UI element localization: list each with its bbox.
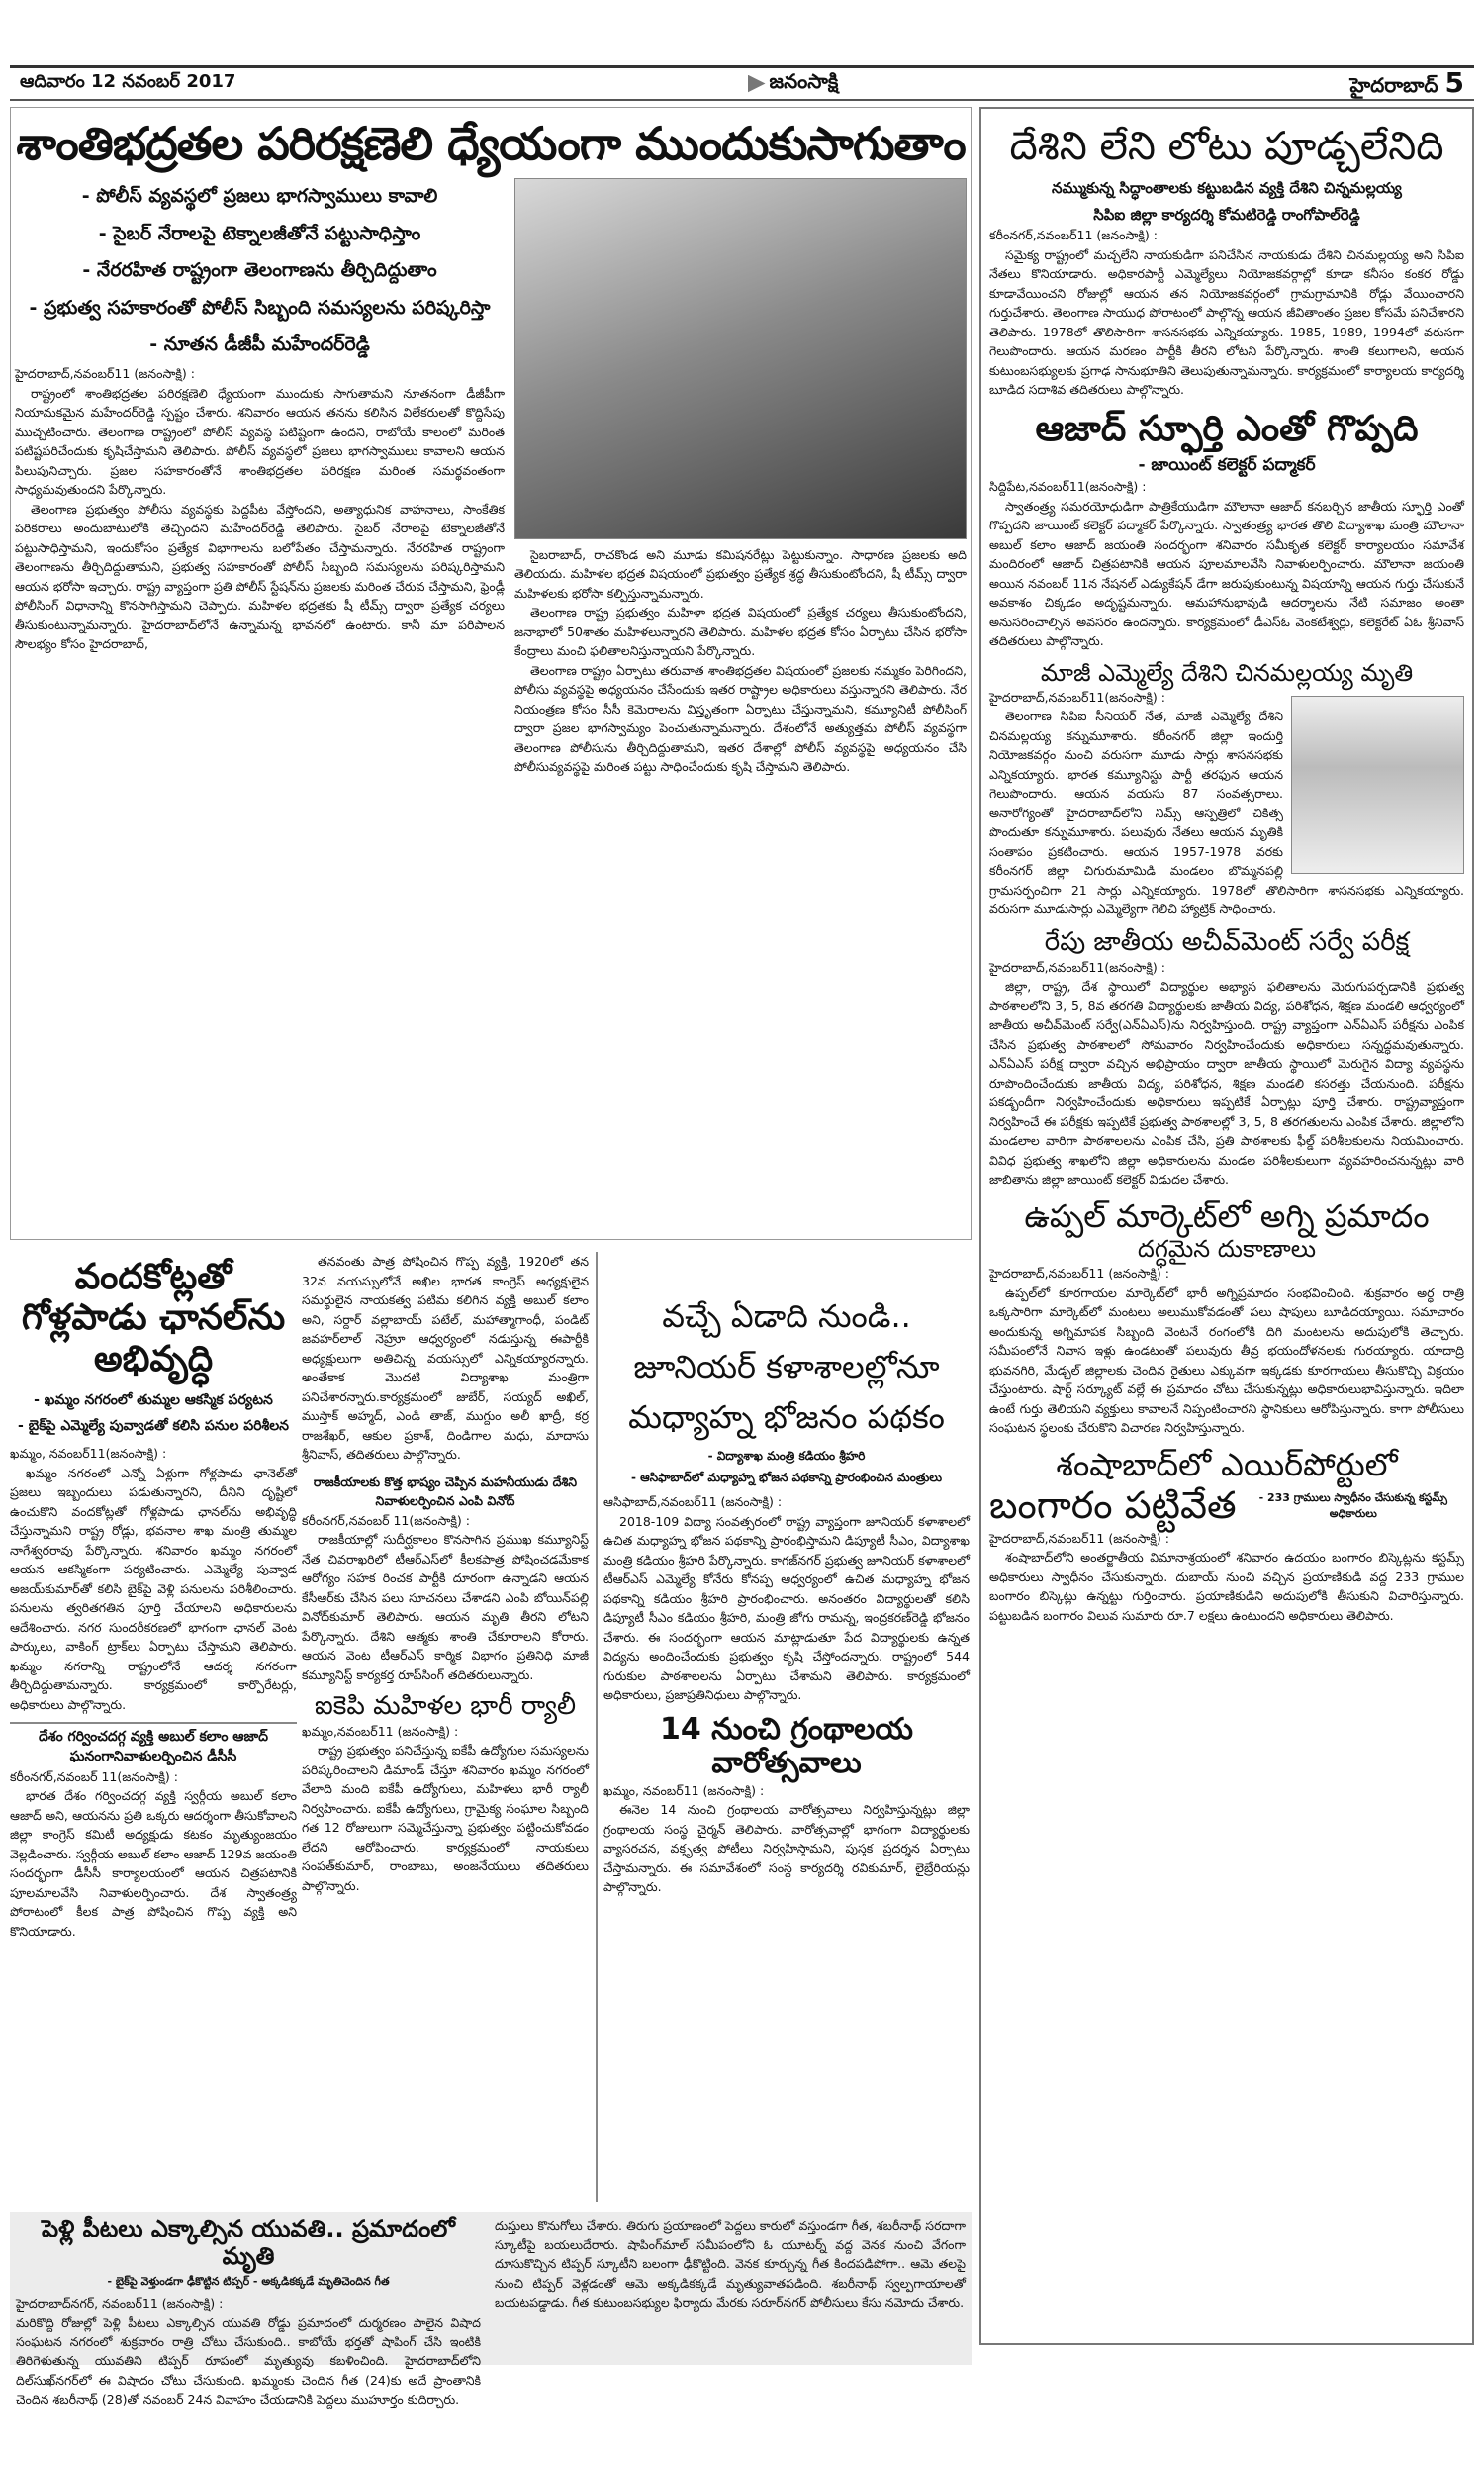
dgp-photo bbox=[514, 178, 967, 539]
paragraph: స్వాతంత్ర్య సమరయోధుడిగా పాత్రికేయుడిగా మౌలానా ఆజాద్ కనబర్చిన జాతీయ స్ఫూర్తి ఎంతో గొప్పదని జాయింట్ కలెక్టర్ పద్మాకర్ పేర్కొన్నారు. స్వాతంత్ర్య భారత తొలి విద్యాశాఖ మంత్రి మౌలానా అబుల్ కలాం ఆజాద్ జయంతి సందర్భంగా శనివారం సమీకృత కలెక్టర్ కార్యాలయం సమావేశ మందిరంలో ఆజాద్ చిత్రపటానికి ఆయన పూలమాలవేసి నివాళులర్పించారు. మౌలానా జయంతి అయిన నవంబర్ 11న నేషనల్ ఎడ్యుకేషన్ డేగా జరుపుకుంటున్న విషయాన్ని ఆయన గుర్తు చేసుకునే అవకాశం చిక్కడం అదృష్టమన్నారు. ఆమహానుభావుడి ఆదర్శాలను నేటి సమాజం అంతా అనుసరించాల్సిన అవసరం ఉందన్నారు. కార్యక్రమంలో డీఎస్ఓ వెంకటేశ్వర్లు, కలెక్టరేట్ ఏఓ శ్రీనివాస్ తదితరులు పాల్గొన్నారు. bbox=[989, 498, 1464, 649]
nas-article bbox=[989, 927, 1464, 1190]
page-number: 5 bbox=[1444, 65, 1464, 99]
paragraph: రాజకీయాల్లో సుదీర్ఘకాలం కొనసాగిన ప్రముఖ కమ్యూనిస్ట్ నేత చివరాఖరిలో టీఆర్‌ఎస్‌లో కీలకపాత్ర పోషించడమేకాక ఆరోగ్యం సహక రించక పార్టీకి దూరంగా ఉన్నాడని ఆయన కేసీఆర్‌కు చేసిన పలు సూచనలు చేశాడని ఎంపి బోయిన్‌పల్లి వినోద్‌కుమార్ తెలిపారు. ఆయన మృతి తీరని లోటని పేర్కొన్నారు. దేశిని ఆత్మకు శాంతి చేకూరాలని కోరారు. ఆయన వెంట టీఆర్‌ఎస్ కార్మిక విభాగం ప్రతినిధి మాజీ కమ్యూనిస్ట్ కార్యకర్త రూప్‌సింగ్ తదితరులున్నారు. bbox=[302, 1532, 589, 1682]
dateline: ఖమ్మం, నవంబర్11 (జనంసాక్షి) : bbox=[603, 1782, 765, 1798]
midday-meal-headline: వచ్చే ఏడాది నుండి.. జూనియర్ కళాశాలల్లోనూ మధ్యాహ్న భోజనం పథకం bbox=[628, 1297, 945, 1437]
logo-text: జనంసాక్షి bbox=[769, 69, 839, 93]
article-body bbox=[302, 1741, 589, 1895]
lead-article bbox=[10, 107, 972, 1240]
subhead: - నేరరహిత రాష్ట్రంగా తెలంగాణను తీర్చిదిద్దుతాం bbox=[82, 259, 437, 282]
subhead: - ఖమ్మం నగరంలో తుమ్మల ఆకస్మిక పర్యటన bbox=[34, 1392, 273, 1409]
paragraph: రాష్ట్రంలో శాంతిభద్రతల పరిరక్షణెలి ధ్యేయంగా ముందుకు సాగుతామని నూతనంగా డీజీపీగా నియామకమైన మహేందర్‌రెడ్డి స్పష్టం చేశారు. శనివారం ఆయన తనను కలిసిన విలేకరులతో కొద్దిసేపు ముచ్చటించారు. తెలంగాణ రాష్ట్రంలో పోలీస్ వ్యవస్థ పటిష్టంగా ఉందని, రాబోయే కాలంలో మరింత పటిష్టపరిచేందుకు కృషిచేస్తామని తెలిపారు. పోలీస్ వ్యవస్థలో ప్రజలు భాగస్వాములు కావాలని ఆయన పిలుపునిచ్చారు. ప్రజల సహకారంతోనే శాంతిభద్రతల పరిరక్షణ మరింత సమర్థవంతంగా సాధ్యమవుతుందని పేర్కొన్నారు. bbox=[15, 385, 505, 498]
subhead: దగ్ధమైన దుకాణాలు bbox=[1137, 1235, 1317, 1264]
article-body bbox=[10, 1464, 297, 1715]
dateline: హైదరాబాద్,నవంబర్11(జనంసాక్షి) : bbox=[989, 689, 1165, 705]
nas-headline: రేపు జాతీయ అచీవ్‌మెంట్ సర్వే పరీక్ష bbox=[1044, 926, 1410, 957]
paragraph: 2018-109 విద్యా సంవత్సరంలో రాష్ట్ర వ్యాప్తంగా జూనియర్ కళాశాలలో ఉచిత మధ్యాహ్న భోజన పథకాన్ని ప్రారంభిస్తామని డిప్యూటీ సీఎం, విద్యాశాఖ మంత్రి కడియం శ్రీహరి పేర్కొన్నారు. కాగజ్‌నగర్ ప్రభుత్వ జూనియర్ కళాశాలలో టీఆర్‌ఎస్ ఎమ్మెల్యే కోనేరు కోనప్ప ఆధ్వర్యంలో ఉచిత మధ్యాహ్న భోజన పథకాన్ని కడియం శ్రీహరి ప్రారంభించారు. అనంతరం విద్యార్థులతో కలిసి డిప్యూటీ సీఎం కడియం శ్రీహరి, మంత్రి జోగు రామన్న, ఇంద్రకరణ్‌రెడ్డి భోజనం చేశారు. ఈ సందర్భంగా ఆయన మాట్లాడుతూ పేద విద్యార్థులకు ఉన్నత విద్యను అందించేందుకు ప్రభుత్వం కృషి చేస్తోందన్నారు. రాష్ట్రంలో 544 గురుకుల పాఠశాలలను ఏర్పాటు చేశామని తెలిపారు. కార్యక్రమంలో అధికారులు, ప్రజాప్రతినిధులు పాల్గొన్నారు. bbox=[603, 1513, 970, 1703]
accident-headline: పెళ్లి పీటలు ఎక్కాల్సిన యువతి.. ప్రమాదంలో మృతి bbox=[42, 2215, 455, 2270]
dateline: హైదరాబాద్,నవంబర్11(జనంసాక్షి) : bbox=[989, 959, 1165, 975]
gold-headline-line2: బంగారం పట్టివేత bbox=[989, 1483, 1237, 1528]
library-article bbox=[603, 1713, 970, 1897]
subhead: సిపిఐ జిల్లా కార్యదర్శి కోమటిరెడ్డి రాంగోపాల్‌రెడ్డి bbox=[1093, 206, 1360, 224]
uppal-article bbox=[989, 1197, 1464, 1438]
gold-article bbox=[989, 1446, 1464, 1625]
library-headline: 14 నుంచి గ్రంథాలయ వారోత్సవాలు bbox=[659, 1711, 914, 1781]
article-body bbox=[15, 384, 505, 654]
desini-tribute-headline: రాజకీయాలకు కొత్త భాష్యం చెప్పిన మహనీయుడు దేశిని bbox=[313, 1474, 578, 1489]
paragraph: సైబరాబాద్, రాచకొండ అని మూడు కమిషనరేట్లు పెట్టుకున్నాం. సాధారణ ప్రజలకు అది తెలియదు. మహిళల భద్రత విషయంలో ప్రభుత్వం ప్రత్యేక శ్రద్ధ తీసుకుంటోందని, షీ టీమ్స్ ద్వారా మహిళలకు భరోసా కల్పిస్తున్నామన్నారు. bbox=[514, 546, 967, 601]
dateline: కరీంనగర్,నవంబర్ 11(జనంసాక్షి) : bbox=[302, 1512, 470, 1528]
desini-tribute-subhead: నివాళులర్పించిన ఎంపి వినోద్ bbox=[375, 1493, 515, 1508]
subhead: - 233 గ్రాములు స్వాధీనం చేసుకున్న కస్టమ్స్ అధికారులు bbox=[1258, 1491, 1448, 1520]
paragraph: దుస్తులు కొనుగోలు చేశారు. తిరుగు ప్రయాణంలో పెద్దలు కారులో వస్తుండగా గీత, శబరీనాథ్ సరదాగా స్కూటీపై బయలుదేరారు. షాపింగ్‌మాల్ సమీపంలోని ఓ యూటర్న్ వద్ద వెనక నుంచి వేగంగా దూసుకొచ్చిన టిప్పర్ స్కూటీని బలంగా ఢీకొట్టింది. వెనక కూర్చున్న గీత కిందపడిపోగా.. ఆమె తలపై నుంచి టిప్పర్ వెళ్లడంతో ఆమె అక్కడికక్కడే మృత్యువాతపడింది. శబరీనాథ్ స్వల్పగాయాలతో బయటపడ్డాడు. గీత కుటుంబసభ్యుల ఫిర్యాదు మేరకు సరూర్‌నగర్ పోలీసులు కేసు నమోదు చేశారు. bbox=[495, 2218, 966, 2310]
azad-karimnagar-headline: దేశం గర్వించదగ్గ వ్యక్తి అబుల్ కలాం ఆజాద్ ఘనంగానివాళులర్పించిన డీసీసీ bbox=[10, 1722, 297, 1766]
paragraph: తెలంగాణ రాష్ట్రం ఏర్పాటు తరువాత శాంతిభద్రతల విషయంలో ప్రజలకు నమ్మకం పెరిగిందని, పోలీసు వ్యవస్థపై అధ్యయనం చేసేందుకు ఇతర రాష్ట్రాల అధికారులు వస్తున్నారని తెలిపారు. నేర నియంత్రణ కోసం సీసీ కెమెరాలను విస్తృతంగా ఏర్పాటు చేస్తున్నామని, కమ్యూనిటీ పోలీసింగ్ ద్వారా ప్రజల భాగస్వామ్యం పెంచుతున్నామన్నారు. దేశంలోనే అత్యుత్తమ పోలీస్ వ్యవస్థగా తెలంగాణ పోలీసును తీర్చిదిద్దుతామని, ఇతర దేశాల్లో పోలీస్ వ్యవస్థపై అధ్యయనం చేసి పోలీసువ్యవస్థపై మరింత పట్టు సాధించేందుకు కృషి చేస్తామని తెలిపారు. bbox=[514, 662, 967, 775]
azad-headline: ఆజాద్ స్ఫూర్తి ఎంతో గొప్పది bbox=[1035, 408, 1419, 449]
bottom-col-1 bbox=[10, 1247, 297, 2202]
article-body bbox=[989, 245, 1464, 400]
subhead: - నూతన డీజీపీ మహేందర్‌రెడ్డి bbox=[149, 333, 370, 356]
dateline: హైదరాబాద్,నవంబర్11 (జనంసాక్షి) : bbox=[989, 1530, 1169, 1546]
article-body bbox=[989, 977, 1464, 1190]
subhead: - బైక్‌పై వెళ్తుండగా ఢీకొట్టిన టిప్పర్ - అక్కడికక్కడే మృతిచెందిన గీత bbox=[107, 2275, 390, 2289]
bottom-col-3 bbox=[603, 1252, 970, 2202]
paragraph: భారత దేశం గర్వించదగ్గ వ్యక్తి స్వర్గీయ అబుల్ కలాం ఆజాద్ అని, ఆయనను ప్రతి ఒక్కరు ఆదర్శంగా తీసుకోవాలని జిల్లా కాంగ్రెస్ కమిటీ అధ్యక్షుడు కటకం మృత్యుంజయం వెల్లడించారు. స్వర్గీయ అబుల్ కలాం ఆజాద్ 129వ జయంతి సందర్భంగా డీసీసీ కార్యాలయంలో ఆయన చిత్రపటానికి పూలమాలవేసి నివాళులర్పించారు. దేశ స్వాతంత్ర్య పోరాటంలో కీలక పాత్ర పోషించిన గొప్ప వ్యక్తి అని కొనియాడారు. bbox=[10, 1788, 297, 1939]
article-body bbox=[302, 1530, 589, 1684]
paragraph: శంషాబాద్‌లోని అంతర్జాతీయ విమానాశ్రయంలో శనివారం ఉదయం బంగారం బిస్కెట్లను కస్టమ్స్ అధికారులు స్వాధీనం చేసుకున్నారు. దుబాయ్ నుంచి వచ్చిన ప్రయాణికుడి వద్ద 233 గ్రాముల బంగారం బిస్కెట్లు ఉన్నట్టు గుర్తించారు. ప్రయాణికుడిని అదుపులోకి తీసుకుని విచారిస్తున్నారు. పట్టుబడిన బంగారం విలువ సుమారు రూ.7 లక్షలు ఉంటుందని అధికారులు తెలిపారు. bbox=[989, 1550, 1464, 1623]
dateline: కరీంనగర్,నవంబర్ 11(జనంసాక్షి) : bbox=[10, 1768, 178, 1784]
paragraph: ఖమ్మం నగరంలో ఎన్నో ఏళ్లుగా గోళ్లపాడు ఛానెల్‌తో ప్రజలు ఇబ్బందులు పడుతున్నారని, దీనిని దృష్టిలో ఉంచుకొని వందకోట్లతో గోళ్లపాడు ఛానల్‌ను అభివృద్ధి చేస్తున్నామని రాష్ట్ర రోడ్లు, భవనాల శాఖ మంత్రి తుమ్మల నాగేశ్వరరావు పేర్కొన్నారు. శనివారం ఖమ్మం నగరంలో ఆయన ఆకస్మికంగా పర్యటించారు. ఎమ్మెల్యే పువ్వాడ అజయ్‌కుమార్‌తో కలిసి బైక్‌పై వెళ్లి పనులను పరిశీలించారు. పనులను త్వరితగతిన పూర్తి చేయాలని అధికారులను ఆదేశించారు. నగర సుందరీకరణలో భాగంగా ఛానల్ వెంట పార్కులు, వాకింగ్ ట్రాక్‌లు ఏర్పాటు చేస్తామని తెలిపారు. ఖమ్మం నగరాన్ని రాష్ట్రంలోనే ఆదర్శ నగరంగా తీర్చిదిద్దుతామన్నారు. కార్యక్రమంలో కార్పొరేటర్లు, అధికారులు పాల్గొన్నారు. bbox=[10, 1465, 297, 1712]
bottom-col-2 bbox=[302, 1252, 589, 2202]
paragraph: సమైక్య రాష్ట్రంలో మచ్చలేని నాయకుడిగా పనిచేసిన నాయకుడు దేశిని చినమల్లయ్య అని సిపిఐ నేతలు కొనియాడారు. అధికారపార్టీ ఎమ్మెల్యేలు నియోజకవర్గాల్లో కూడా కనీసం కంకర రోడ్డు కూడావేయించని రోజుల్లో ఆయన తన నియోజకవర్గంలో గ్రామగ్రామానికి రోడ్లు వేయించారని గుర్తుచేశారు. తెలంగాణ సాయుధ పోరాటంలో పాల్గొన్న ఆయన జీవితాంతం ప్రజల కోసమే పనిచేశారని తెలిపారు. 1978లో తొలిసారిగా శాసనసభకు ఎన్నికయ్యారు. 1985, 1989, 1994లో వరుసగా గెలుపొందారు. ఆయన మరణం పార్టీకి తీరని లోటని పేర్కొన్నారు. శాంతి కలుగాలని, అయన కుటుంబసభ్యులకు ప్రగాఢ సానుభూతిని తెలుపుతున్నామన్నారు. కార్యక్రమంలో కార్యాలయ కార్యదర్శి బూడిద సదాశివ తదితరులు పాల్గొన్నారు. bbox=[989, 246, 1464, 397]
desini-photo bbox=[1291, 696, 1464, 874]
dateline: హైదరాబాద్,నవంబర్11 (జనంసాక్షి) : bbox=[989, 1266, 1169, 1282]
accident-article bbox=[10, 2212, 972, 2408]
page-header bbox=[10, 65, 1474, 101]
subhead: - సైబర్ నేరాలపై టెక్నాలజీతోనే పట్టుసాధిస్తాం bbox=[98, 222, 421, 244]
ikp-headline: ఐకెపి మహిళల భారీ ర్యాలీ bbox=[314, 1691, 577, 1721]
azad-karimnagar-article bbox=[10, 1722, 297, 1941]
paragraph: ఈనెల 14 నుంచి గ్రంథాలయ వారోత్సవాలు నిర్వహిస్తున్నట్లు జిల్లా గ్రంథాలయ సంస్థ చైర్మన్ తెలిపారు. వారోత్సవాల్లో భాగంగా విద్యార్థులకు వ్యాసరచన, వక్తృత్వ పోటీలు నిర్వహిస్తామని, పుస్తక ప్రదర్శన ఏర్పాటు చేస్తామన్నారు. ఈ సమావేశంలో సంస్థ కార్యదర్శి రవికుమార్, లైబ్రేరియన్లు పాల్గొన్నారు. bbox=[603, 1802, 970, 1895]
godavari-headline: వందకోట్లతో గోళ్లపాడు ఛానల్‌ను అభివృద్ధి bbox=[21, 1257, 286, 1380]
edition-city: హైదరాబాద్ bbox=[1349, 72, 1438, 97]
dateline: కరీంనగర్,నవంబర్11 (జనంసాక్షి) : bbox=[989, 228, 1158, 242]
lead-headline: శాంతిభద్రతల పరిరక్షణెలి ధ్యేయంగా ముందుకుసాగుతాం bbox=[16, 117, 966, 170]
uppal-headline: ఉప్పల్ మార్కెట్‌లో అగ్ని ప్రమాదం bbox=[1024, 1196, 1430, 1235]
subhead: నమ్ముకున్న సిద్ధాంతాలకు కట్టుబడిన వ్యక్తి దేశిని చిన్నమల్లయ్య bbox=[1052, 179, 1402, 197]
midday-meal-article bbox=[603, 1252, 970, 1705]
paragraph: రాష్ట్ర ప్రభుత్వం పనిచేస్తున్న ఐకేపీ ఉద్యోగుల సమస్యలను పరిష్కరించాలని డిమాండ్ చేస్తూ శనివారం ఖమ్మం నగరంలో వేలాది మంది ఐకేపీ ఉద్యోగులు, మహిళలు భారీ ర్యాలీ నిర్వహించారు. ఐకేపీ ఉద్యోగులు, గ్రామైక్య సంఘాల సిబ్బంది గత 12 రోజులుగా సమ్మెచేస్తున్నా ప్రభుత్వం పట్టించుకోవడం లేదని ఆరోపించారు. కార్యక్రమంలో నాయకులు సంపత్‌కుమార్, రాంబాబు, అంజనేయులు తదితరులు పాల్గొన్నారు. bbox=[302, 1743, 589, 1893]
subhead: - పోలీస్ వ్యవస్థలో ప్రజలు భాగస్వాములు కావాలి bbox=[81, 184, 438, 207]
article-body bbox=[989, 1284, 1464, 1438]
subhead: - విద్యాశాఖ మంత్రి కడియం శ్రీహరి bbox=[707, 1448, 866, 1463]
desini-headline: దేశిని లేని లోటు పూడ్చలేనిది bbox=[1009, 124, 1444, 169]
azad-article bbox=[989, 408, 1464, 651]
paragraph: ఉప్పల్‌లో కూరగాయల మార్కెట్‌లో భారీ అగ్నిప్రమాదం సంభవించింది. శుక్రవారం అర్ధ రాత్రి ఒక్కసారిగా మార్కెట్‌లో మంటలు అలుముకోవడంతో పలు షాపులు బూడిదయ్యాయి. సమాచారం అందుకున్న అగ్నిమాపక సిబ్బంది వెంటనే రంగంలోకి దిగి మంటలను అదుపులోకి తెచ్చారు. సమీపంలోనే నివాస ఇళ్లు ఉండటంతో పలువురు తీవ్ర భయందోళనలకు గురయ్యారు. యాదాద్రి భువనగిరి, మేడ్చల్ జిల్లాలకు చెందిన రైతులు ఎక్కువగా ఇక్కడకు కూరగాయలు తీసుకొచ్చి విక్రయం చేస్తుంటారు. షార్ట్ సర్క్యూట్ వల్లే ఈ ప్రమాదం చోటు చేసుకున్నట్లు అధికారులుభావిస్తున్నారు. ఇదిలా ఉంటే గుర్తు తెలియని వ్యక్తులు కావాలనే నిప్పంటించారని స్థానికులు ఆరోపిస్తున్నారు. కాగా పోలీసులు సంఘటన స్థలంకు చేరుకొని విచారణ నిర్వహిస్తున్నారు. bbox=[989, 1285, 1464, 1436]
column-divider bbox=[596, 1252, 598, 2202]
article-body bbox=[514, 545, 967, 777]
paragraph: తెలంగాణ ప్రభుత్వం పోలీసు వ్యవస్థకు పెద్దపీట వేస్తోందని, అత్యాధునిక వాహనాలు, సాంకేతిక పరికరాలు అందుబాటులోకి తెచ్చిందని మహేందర్‌రెడ్డి తెలిపారు. సైబర్ నేరాలపై టెక్నాలజీతోనే పట్టుసాధిస్తామని, ఇందుకోసం ప్రత్యేక విభాగాలను బలోపేతం చేస్తామన్నారు. నేరరహిత రాష్ట్రంగా తెలంగాణను తీర్చిదిద్దుతామని, ప్రభుత్వ సహకారంతో పోలీస్ సిబ్బంది సమస్యలను పరిష్కరిస్తామని ఆయన భరోసా ఇచ్చారు. రాష్ట్ర వ్యాప్తంగా ప్రతి పోలీస్ స్టేషన్‌ను ప్రజలకు మరింత చేరువ చేస్తామని, ఫ్రెండ్లీ పోలీసింగ్ విధానాన్ని కొనసాగిస్తామని చెప్పారు. మహిళల భద్రతకు షీ టీమ్స్ ద్వారా ప్రత్యేక చర్యలు తీసుకుంటున్నామన్నారు. హైదరాబాద్‌లోనే ఉన్నామన్న భావనలో ఉంటారు. కానీ మా పరిపాలన సౌలభ్యం కోసం హైదరాబాద్, bbox=[15, 501, 505, 652]
paragraph: జిల్లా, రాష్ట్ర, దేశ స్థాయిలో విద్యార్థుల అభ్యాస ఫలితాలను మెరుగుపర్చడానికి ప్రభుత్వ పాఠశాలలోని 3, 5, 8వ తరగతి విద్యార్థులకు జాతీయ విద్య, పరిశోధన, శిక్షణ మండలి ఆధ్వర్యంలో జాతీయ అచీవ్‌మెంట్ సర్వే(ఎన్‌ఏఎస్)ను నిర్వహిస్తుంది. రాష్ట్ర వ్యాప్తంగా ఎన్‌ఏఎస్ పరీక్షను ఎంపిక చేసిన ప్రభుత్వ పాఠశాలలో సోమవారం నిర్వహించేందుకు అధికారులు సన్నద్ధమవుతున్నారు. ఎన్‌ఏఎస్ పరీక్ష ద్వారా వచ్చిన అభిప్రాయం ద్వారా జాతీయ స్థాయిలో మెరుగైన విద్యా వ్యవస్థను రూపొందించేందుకు జాతీయ విద్య, పరిశోధన, శిక్షణ మండలి కసరత్తు చేయనుంది. పరీక్షను పకడ్బందీగా నిర్వహించేందుకు అధికారులు ఇప్పటికే ఏర్పాట్లు పూర్తి చేశారు. రాష్ట్రవ్యాప్తంగా నిర్వహించే ఈ పరీక్షకు ఇప్పటికే ప్రభుత్వ పాఠశాలల్లో 3, 5, 8 తరగతులను ఎంపిక చేశారు. జిల్లాలోని మండలాల వారిగా పాఠశాలలను ఎంపిక చేసి, ప్రతి పాఠశాలకు ఫీల్డ్ పరిశీలకులను నియమించారు. వివిధ ప్రభుత్వ శాఖలోని జిల్లా అధికారులను మండల పరిశీలకులుగా వ్యవహరించనున్నట్లు వారి జాబితాను జిల్లా జాయింట్ కలెక్టర్ విడుదల చేశారు. bbox=[989, 979, 1464, 1188]
right-column bbox=[979, 107, 1474, 2345]
page-label bbox=[1349, 66, 1464, 102]
lead-col-2 bbox=[514, 178, 967, 1235]
article-body bbox=[989, 497, 1464, 651]
dateline: ఖమ్మం,నవంబర్11 (జనంసాక్షి) : bbox=[302, 1723, 459, 1739]
article-body bbox=[989, 1548, 1464, 1625]
article-body bbox=[603, 1800, 970, 1897]
desini-article bbox=[989, 109, 1464, 400]
subhead: - ప్రభుత్వ సహకారంతో పోలీస్ సిబ్బంది సమస్యలను పరిష్కరిస్తా bbox=[29, 296, 491, 319]
congress-column bbox=[302, 1252, 589, 1684]
paragraph: తెలంగాణ రాష్ట్ర ప్రభుత్వం మహిళా భద్రత విషయంలో ప్రత్యేక చర్యలు తీసుకుంటోందని, జనాభాలో 50శాతం మహిళలున్నారని తెలిపారు. మహిళల భద్రత కోసం ఏర్పాటు చేసిన భరోసా కేంద్రాలు మంచి ఫలితాలనిస్తున్నాయని పేర్కొన్నారు. bbox=[514, 605, 967, 659]
ex-mla-article bbox=[989, 659, 1464, 919]
article-body bbox=[603, 1512, 970, 1705]
gold-headline-line1: శంషాబాద్‌లో ఎయిర్‌పోర్టులో bbox=[1056, 1445, 1398, 1483]
subhead: - ఆసిఫాబాద్‌లో మధ్యాహ్న భోజన పథకాన్ని ప్రారంభించిన మంత్రులు bbox=[631, 1471, 942, 1485]
subhead: - బైక్‌పై ఎమ్మెల్యే పువ్వాడతో కలిసి పనుల పరిశీలన bbox=[18, 1417, 289, 1434]
lead-col-1 bbox=[15, 178, 505, 1235]
ikp-article bbox=[302, 1692, 589, 1895]
ex-mla-headline: మాజీ ఎమ్మెల్యే దేశిని చినమల్లయ్య మృతి bbox=[1040, 658, 1414, 687]
paragraph: తనవంతు పాత్ర పోషించిన గొప్ప వ్యక్తి, 1920లో తన 32వ వయస్సులోనే అఖిల భారత కాంగ్రెస్ అధ్యక్షులైన సమర్థులైన నాయకత్వ పటిమ కలిగిన వ్యక్తి అబుల్ కలాం అని, సర్దార్ వల్లాబాయ్ పటేల్, మహాత్మాగాంధీ, పండిట్ జవహర్‌లాల్ నెహ్రూ ఆధ్వర్యంలో నడుస్తున్న ఈపార్టీకి అధ్యక్షులుగా అతిచిన్న వయస్సులో ఎన్నికయ్యారన్నారు. అంతేకాక మొదటి విద్యాశాఖ మంత్రిగా పనిచేశారన్నారు.కార్యక్రమంలో జుబేర్, సయ్యద్ అఖిల్, ముస్తాక్ అహ్మద్, ఎండి తాజ్, ముగ్దుం అలీ ఖాద్రీ, కర్ర రాజశేఖర్, ఆకుల ప్రకాశ్, దిండిగాల మధు, మాదాసు శ్రీనివాస్, తదితరులు పాల్గొన్నారు. bbox=[302, 1254, 589, 1462]
dateline: ఖమ్మం, నవంబర్11(జనంసాక్షి) : bbox=[10, 1446, 167, 1462]
article-body bbox=[302, 1252, 589, 1465]
dateline: ఆసిఫాబాద్,నవంబర్11 (జనంసాక్షి) : bbox=[603, 1494, 783, 1510]
article-body bbox=[10, 1786, 297, 1941]
dateline: హైదరాబాద్‌నగర్, నవంబర్11 (జనంసాక్షి) : bbox=[16, 2295, 224, 2311]
masthead-logo bbox=[748, 69, 839, 98]
logo-arrow-icon bbox=[748, 75, 766, 93]
issue-date: ఆదివారం 12 నవంబర్ 2017 bbox=[20, 71, 236, 92]
paragraph: మరికొద్ది రోజుల్లో పెళ్లి పీటలు ఎక్కాల్సిన యువతి రోడ్డు ప్రమాదంలో దుర్మరణం పాలైన విషాద సంఘటన నగరంలో శుక్రవారం రాత్రి చోటు చేసుకుంది.. కాబోయే భర్తతో షాపింగ్ చేసి ఇంటికి తిరిగెళుతున్న యువతిని టిప్పర్ రూపంలో మృత్యువు కబళించింది. హైదరాబాద్‌లోని దిల్‌సుఖ్‌నగర్‌లో ఈ విషాదం చోటు చేసుకుంది. ఖమ్మంకు చెందిన గీత (24)కు అదే ప్రాంతానికి చెందిన శబరీనాథ్ (28)తో నవంబర్ 24న వివాహం చేయడానికి పెద్దలు ముహూర్తం కుదిర్చారు. bbox=[16, 2315, 481, 2408]
paragraph: తెలంగాణ సిపిఐ సీనియర్ నేత, మాజీ ఎమ్మెల్యే దేశిని చినమల్లయ్య కన్నుమూశారు. కరీంనగర్ జిల్లా ఇందుర్తి నియోజకవర్గం నుంచి వరుసగా మూడు సార్లు శాసనసభకు ఎన్నికయ్యారు. భారత కమ్యూనిస్టు పార్టీ తరఫున ఆయన గెలుపొందారు. ఆయన వయసు 87 సంవత్సరాలు. అనారోగ్యంతో హైదరాబాద్‌లోని నిమ్స్ ఆస్పత్రిలో చికిత్స పొందుతూ కన్నుమూశారు. పలువురు నేతలు ఆయన మృతికి సంతాపం ప్రకటించారు. ఆయన 1957-1978 వరకు కరీంనగర్ జిల్లా చిగురుమామిడి మండలం బొమ్మనపల్లి గ్రామసర్పంచిగా 21 సార్లు ఎన్నికయ్యారు. 1978లో తొలిసారిగా శాసనసభకు ఎన్నికయ్యారు. వరుసగా మూడుసార్లు ఎమ్మెల్యేగా గెలిచి హ్యాట్రిక్ సాధించారు. bbox=[989, 709, 1464, 917]
godavari-article bbox=[10, 1247, 297, 1714]
lead-subheads bbox=[15, 178, 505, 364]
dateline: సిద్దిపేట,నవంబర్11(జనంసాక్షి) : bbox=[989, 479, 1147, 495]
dateline: హైదరాబాద్,నవంబర్11 (జనంసాక్షి) : bbox=[15, 366, 195, 382]
subhead: - జాయింట్ కలెక్టర్ పద్మాకర్ bbox=[1138, 454, 1316, 475]
